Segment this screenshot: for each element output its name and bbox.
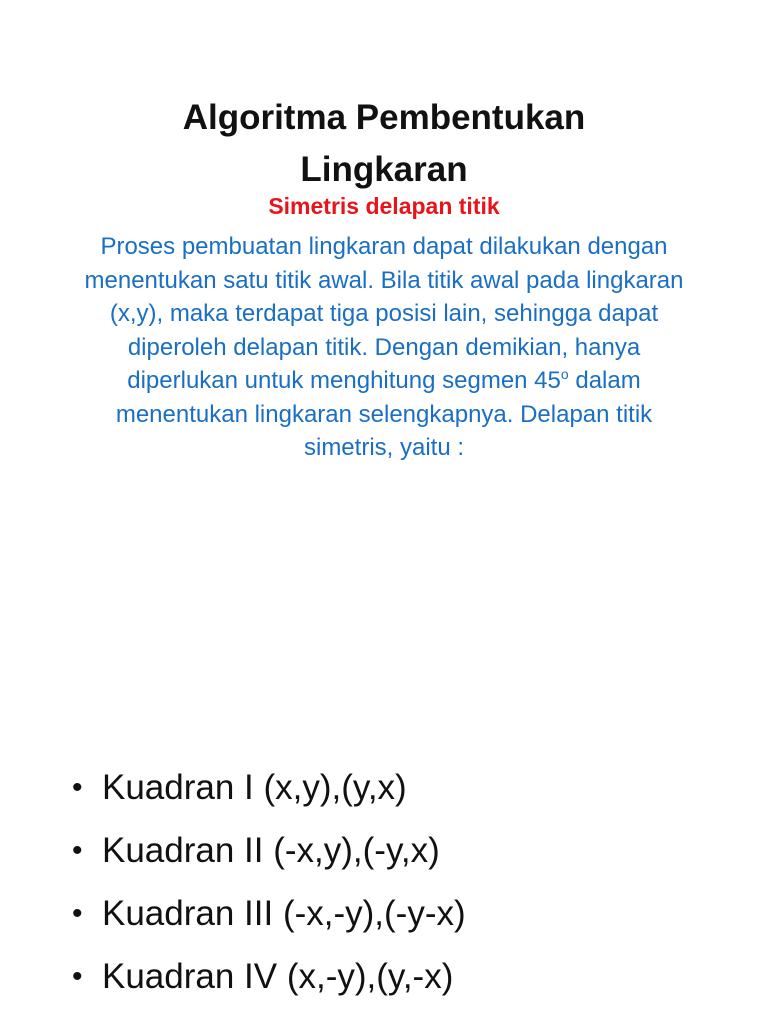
list-item (72, 882, 752, 945)
list-item (72, 819, 752, 882)
bullet-text: Kuadran IV (x,-y),(y,-x) (102, 956, 454, 996)
list-item (72, 945, 752, 1008)
bullet-icon: • (72, 896, 83, 930)
quadrant-list (72, 756, 752, 1008)
bullet-text: Kuadran II (-x,y),(-y,x) (102, 830, 440, 870)
bullet-icon: • (72, 770, 83, 804)
list-item (72, 756, 752, 819)
bullet-text: Kuadran I (x,y),(y,x) (102, 767, 407, 807)
degree-superscript: o (560, 366, 569, 382)
slide-title (40, 92, 728, 196)
bullet-icon: • (72, 833, 83, 867)
body-paragraph (70, 230, 698, 465)
title-line-1: Algoritma Pembentukan (182, 98, 586, 137)
slide-subtitle: Simetris delapan titik (268, 193, 500, 219)
body-text-part-2: dalam menentukan lingkaran selengkapnya. Delapan titik simetris, yaitu : (115, 367, 653, 461)
bullet-icon: • (72, 959, 83, 993)
title-line-2: Lingkaran (300, 150, 468, 189)
body-text-part-1: Proses pembuatan lingkaran dapat dilakukan dengan menentukan satu titik awal. Bila titik awal pada lingkaran (x,y), maka terdapat tiga posisi lain, sehingga dapat diperoleh delapan titik. Dengan demikian, hanya diperlukan untuk menghitung segmen 45 (84, 233, 684, 394)
bullet-text: Kuadran III (-x,-y),(-y-x) (102, 893, 466, 933)
